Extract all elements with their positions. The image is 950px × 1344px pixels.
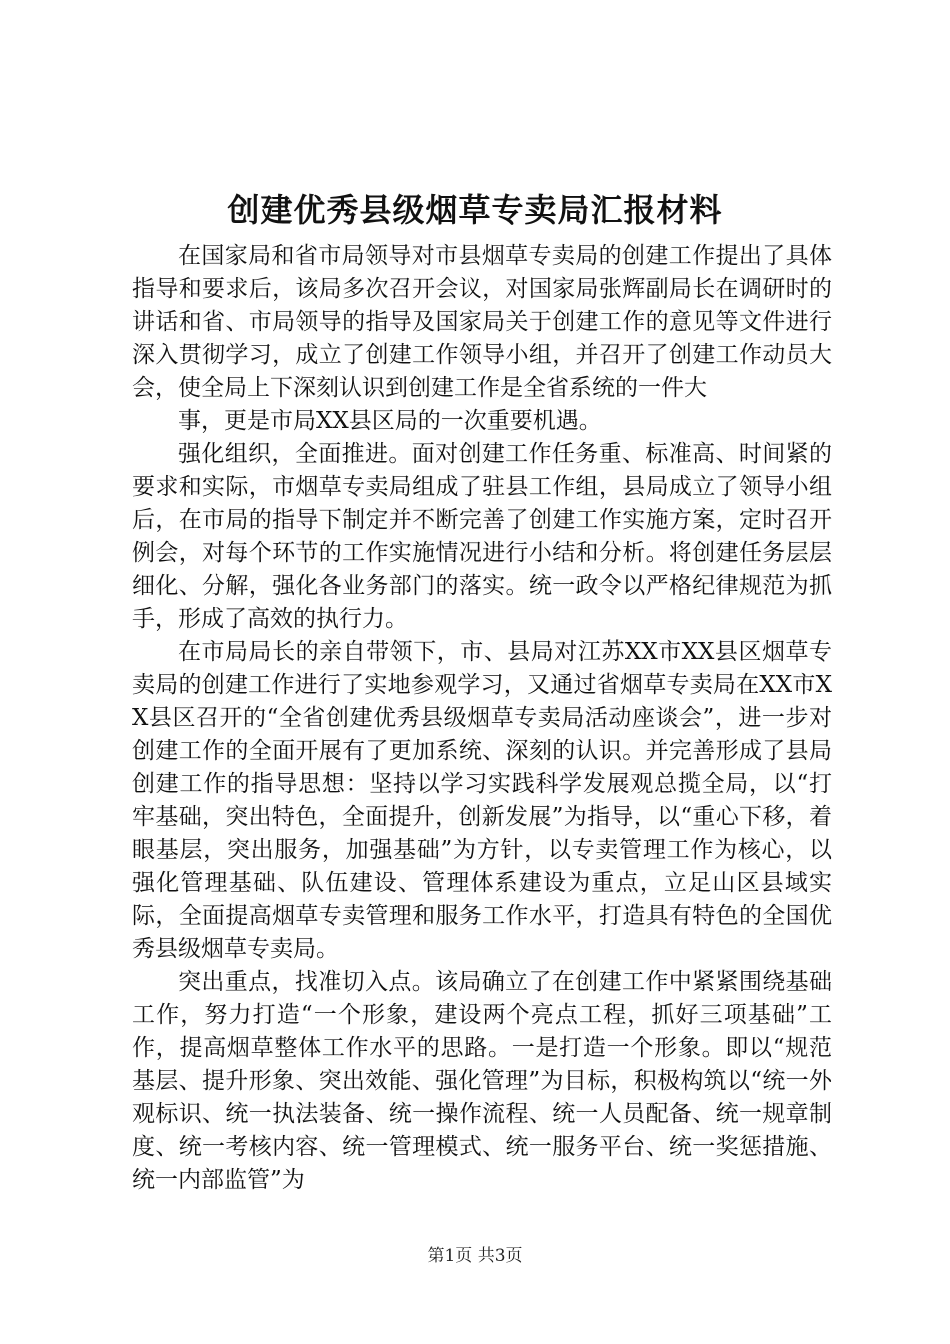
paragraph-study-visit: 在市局局长的亲自带领下，市、县局对江苏XX市XX县区烟草专卖局的创建工作进行了实地参观学习，又通过省烟草专卖局在XX市XX县区召开的“全省创建优秀县级烟草专卖局活动座谈会”，进一步对创建工作的全面开展有了更加系统、深刻的认识。并完善形成了县局创建工作的指导思想：坚持以学习实践科学发展观总揽全局，以“打牢基础，突出特色，全面提升，创新发展”为指导，以“重心下移，着眼基层，突出服务，加强基础”为方针，以专卖管理工作为核心，以强化管理基础、队伍建设、管理体系建设为重点，立足山区县域实际，全面提高烟草专卖管理和服务工作水平，打造具有特色的全国优秀县级烟草专卖局。 bbox=[132, 639, 832, 962]
paragraph-continuation: 事，更是市局XX县区局的一次重要机遇。 bbox=[178, 408, 602, 434]
paragraph-key-points: 突出重点，找准切入点。该局确立了在创建工作中紧紧围绕基础工作，努力打造“一个形象，建设两个亮点工程，抓好三项基础”工作，提高烟草整体工作水平的思路。一是打造一个形象。即以“规范基层、提升形象、突出效能、强化管理”为目标，积极构筑以“统一外观标识、统一执法装备、统一操作流程、统一人员配备、统一规章制度、统一考核内容、统一管理模式、统一服务平台、统一奖惩措施、统一内部监管”为 bbox=[132, 969, 832, 1193]
paragraph-intro: 在国家局和省市局领导对市县烟草专卖局的创建工作提出了具体指导和要求后，该局多次召开会议，对国家局张辉副局长在调研时的讲话和省、市局领导的指导及国家局关于创建工作的意见等文件进行深入贯彻学习，成立了创建工作领导小组，并召开了创建工作动员大会，使全局上下深刻认识到创建工作是全省系统的一件大 bbox=[132, 243, 832, 401]
page-indicator: 第1页 共3页 bbox=[427, 1246, 523, 1266]
document-body bbox=[132, 240, 832, 1197]
document-title: 创建优秀县级烟草专卖局汇报材料 bbox=[227, 191, 723, 229]
paragraph-organization: 强化组织，全面推进。面对创建工作任务重、标准高、时间紧的要求和实际，市烟草专卖局组成了驻县工作组，县局成立了领导小组后，在市局的指导下制定并不断完善了创建工作实施方案，定时召开例会，对每个环节的工作实施情况进行小结和分析。将创建任务层层细化、分解，强化各业务部门的落实。统一政令以严格纪律规范为抓手，形成了高效的执行力。 bbox=[132, 441, 832, 632]
